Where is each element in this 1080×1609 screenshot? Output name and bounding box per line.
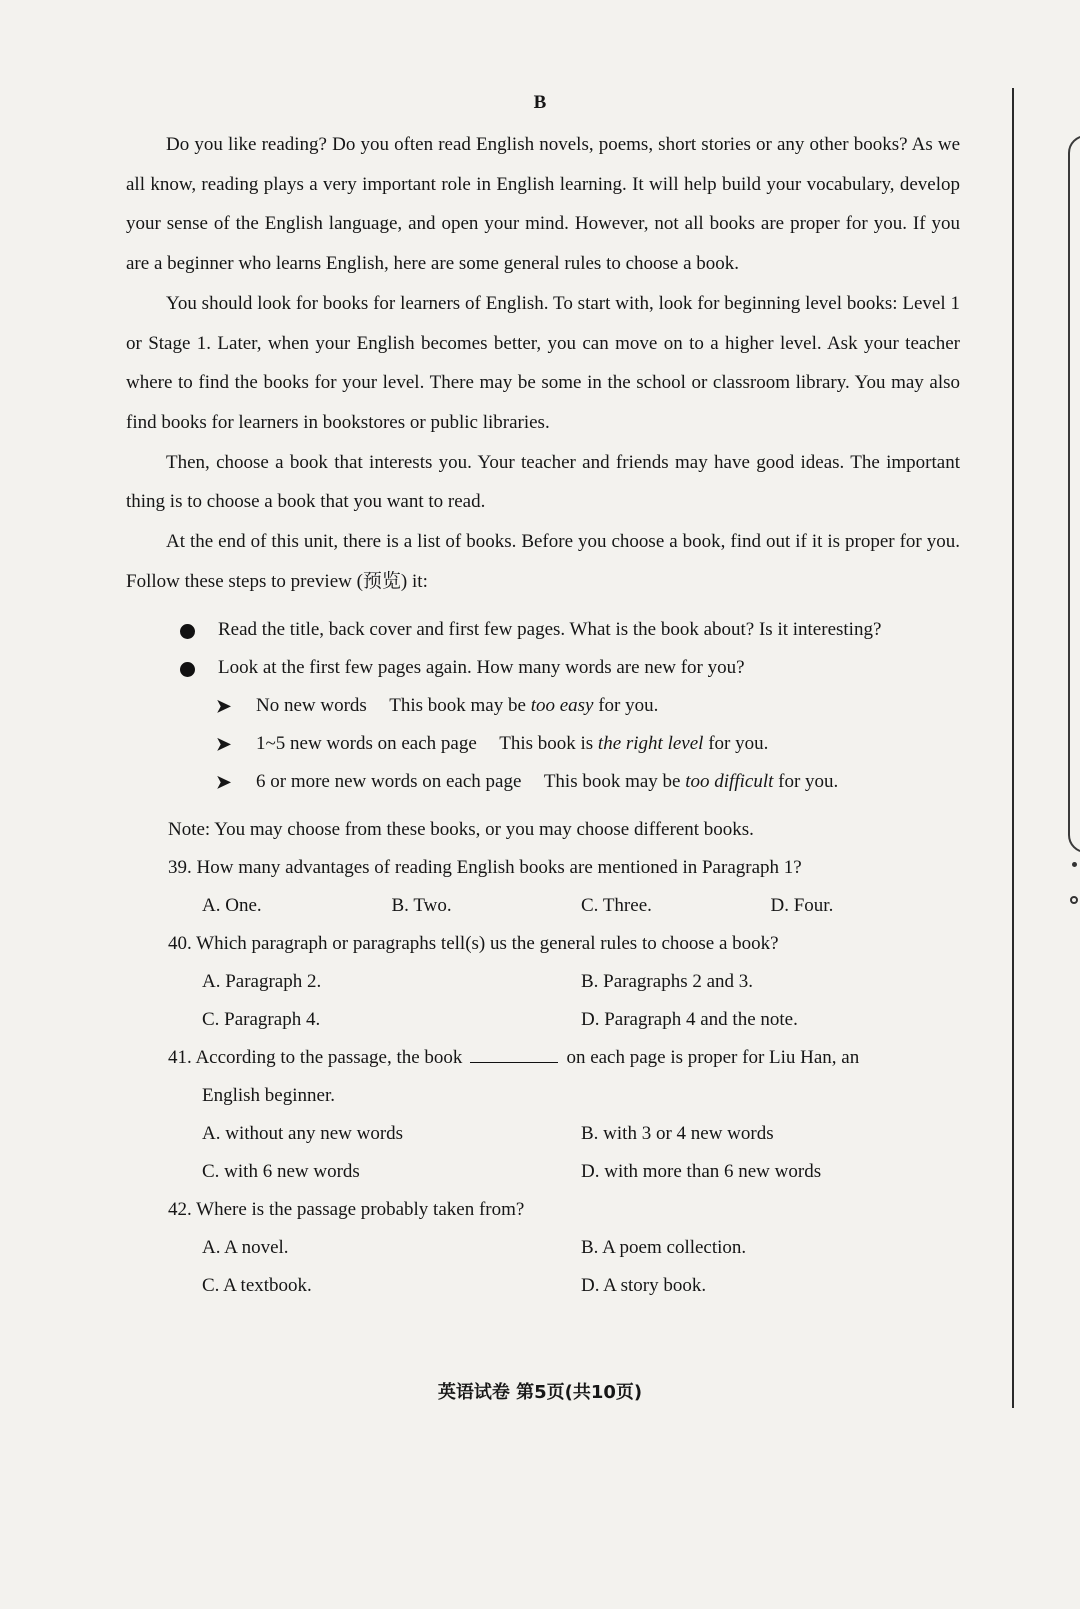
- option-d: D. Four.: [770, 895, 834, 917]
- question-40: 40. Which paragraph or paragraphs tell(s) us the general rules to choose a book?: [168, 933, 779, 955]
- option-a: A. Paragraph 2.: [202, 971, 322, 993]
- step-item: [126, 611, 960, 649]
- question-41-options-row2: [126, 1153, 960, 1191]
- question-41-stem-cont: English beginner.: [202, 1085, 335, 1107]
- sub-step-result-pre: This book may be: [543, 771, 686, 793]
- edge-mark: [1070, 896, 1078, 904]
- preview-steps: [126, 611, 960, 687]
- question-42-options-row1: [126, 1229, 960, 1267]
- sub-step-item: [126, 687, 960, 725]
- option-b: B. Two.: [391, 895, 452, 917]
- arrow-bullet-icon: ➤: [216, 734, 232, 755]
- option-c: C. A textbook.: [202, 1275, 312, 1297]
- paragraph-1: Do you like reading? Do you often read English novels, poems, short stories or any other books? As we all know, reading plays a very important role in English learning. It will help build your vocabulary, develop your sense of the English language, and open your mind. However, not all books are proper for you. If you are a beginner who learns English, here are some general rules to choose a book.: [126, 134, 960, 275]
- option-a: A. One.: [202, 895, 262, 917]
- paragraph-4: At the end of this unit, there is a list of books. Before you choose a book, find out if it is proper for you. Follow these steps to preview (预览) it:: [126, 531, 960, 592]
- question-40-options-row1: [126, 963, 960, 1001]
- sub-step-result-post: for you.: [593, 695, 659, 717]
- answer-blank: [470, 1040, 558, 1063]
- passage-content: [126, 125, 960, 1305]
- question-39: 39. How many advantages of reading English books are mentioned in Paragraph 1?: [168, 857, 802, 879]
- note-text: Note: You may choose from these books, or you may choose different books.: [168, 819, 754, 841]
- sub-step-condition: 6 or more new words on each page: [256, 771, 522, 793]
- sub-step-result-pre: This book may be: [389, 695, 531, 717]
- question-41-stem-pre: 41. According to the passage, the book: [168, 1047, 463, 1069]
- arrow-bullet-icon: ➤: [216, 696, 232, 717]
- margin-rule: [1012, 88, 1014, 1408]
- option-a: A. without any new words: [202, 1123, 404, 1145]
- paragraph-3: Then, choose a book that interests you. Your teacher and friends may have good ideas. The important thing is to choose a book that you want to read.: [126, 451, 960, 513]
- option-d: D. Paragraph 4 and the note.: [581, 1009, 798, 1031]
- option-d: D. with more than 6 new words: [581, 1161, 822, 1183]
- question-41-options-row1: [126, 1115, 960, 1153]
- option-b: B. Paragraphs 2 and 3.: [581, 971, 754, 993]
- paragraph-2: You should look for books for learners of English. To start with, look for beginning level books: Level 1 or Stage 1. Later, when your English becomes better, you can move on to a higher level. Ask your teacher where to find the books for your level. There may be some in the school or classroom library. You may also find books for learners in bookstores or public libraries.: [126, 292, 960, 433]
- edge-mark: [1072, 862, 1077, 867]
- page-footer: 英语试卷 第5页(共10页): [437, 1382, 643, 1403]
- sub-step-result: [389, 695, 658, 716]
- sub-step-item: [126, 763, 960, 801]
- option-c: C. with 6 new words: [202, 1161, 360, 1183]
- question-42: 42. Where is the passage probably taken from?: [168, 1199, 525, 1221]
- option-a: A. A novel.: [202, 1237, 289, 1259]
- question-40-options-row2: [126, 1001, 960, 1039]
- sub-step-result-emphasis: the right level: [597, 733, 704, 755]
- option-c: C. Paragraph 4.: [202, 1009, 321, 1031]
- step-text: Read the title, back cover and first few pages. What is the book about? Is it interesting?: [218, 619, 882, 641]
- question-39-options: [126, 887, 960, 925]
- bullet-dot-icon: [180, 624, 195, 639]
- arrow-bullet-icon: ➤: [216, 772, 232, 793]
- sub-step-result-emphasis: too easy: [530, 695, 594, 717]
- bullet-dot-icon: [180, 662, 195, 677]
- step-text: Look at the first few pages again. How many words are new for you?: [218, 657, 745, 679]
- sub-step-result-post: for you.: [703, 733, 769, 755]
- sub-step-item: [126, 725, 960, 763]
- sub-step-result: [544, 771, 838, 792]
- option-b: B. A poem collection.: [581, 1237, 747, 1259]
- step-item: [126, 649, 960, 687]
- sub-step-condition: 1~5 new words on each page: [256, 733, 477, 755]
- sub-step-result: [499, 733, 768, 754]
- sub-step-result-pre: This book is: [499, 733, 598, 755]
- question-42-options-row2: [126, 1267, 960, 1305]
- option-d: D. A story book.: [581, 1275, 707, 1297]
- sub-step-result-emphasis: too difficult: [685, 771, 774, 793]
- section-heading: B: [533, 92, 547, 113]
- sub-step-result-post: for you.: [773, 771, 839, 793]
- question-41-stem-post: on each page is proper for Liu Han, an: [566, 1047, 860, 1069]
- option-b: B. with 3 or 4 new words: [581, 1123, 774, 1145]
- sub-step-condition: No new words: [256, 695, 367, 717]
- question-41: [126, 1039, 960, 1077]
- option-c: C. Three.: [581, 895, 652, 917]
- edge-binding-curve: [1068, 135, 1080, 853]
